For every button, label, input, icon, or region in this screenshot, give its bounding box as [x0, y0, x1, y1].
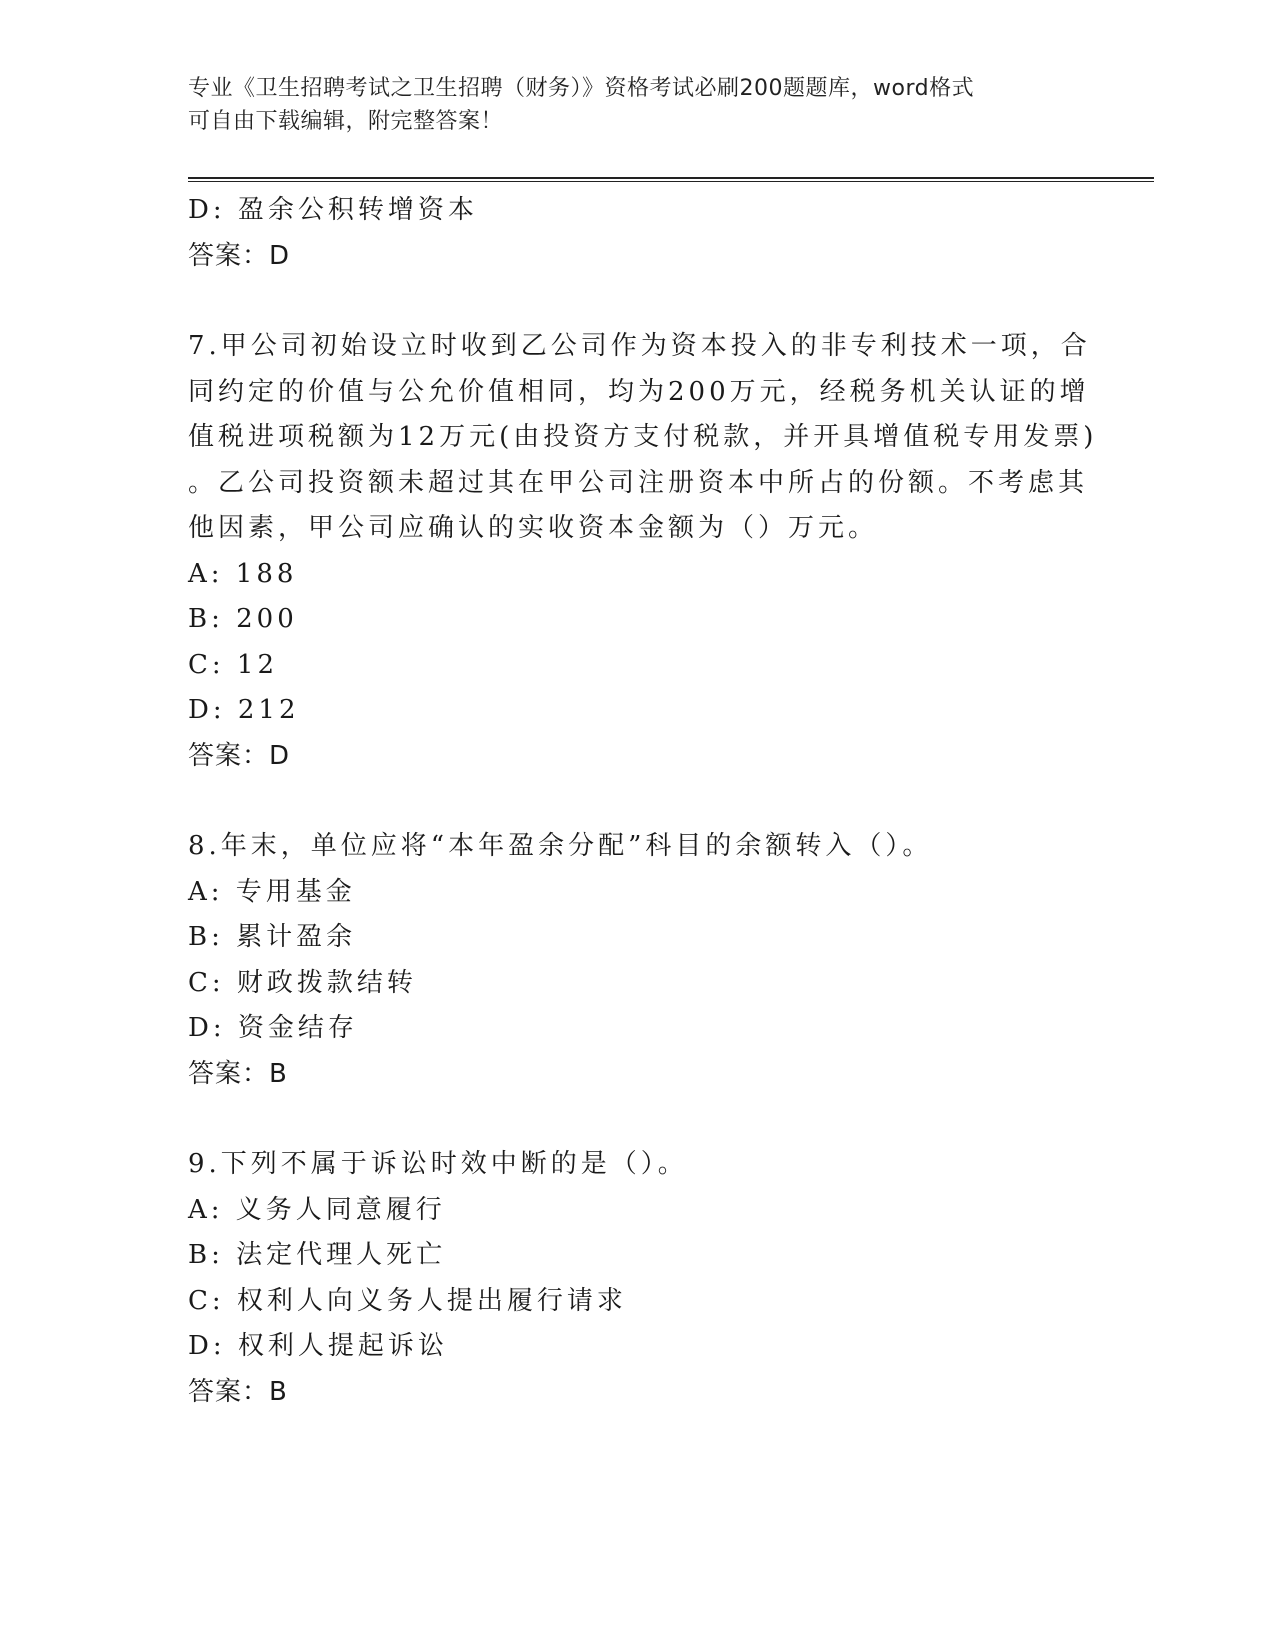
- option-c: C: 12: [188, 649, 279, 680]
- option-d: D: 资金结存: [188, 1013, 358, 1043]
- option-b: B: 累计盈余: [188, 922, 357, 952]
- header-line-2: 可自由下载编辑，附完整答案！: [188, 109, 504, 134]
- continued-option-d: D: 盈余公积转增资本: [188, 195, 478, 225]
- option-b: B: 法定代理人死亡: [188, 1240, 447, 1270]
- header-rule: [188, 177, 1154, 182]
- answer: 答案：D: [188, 740, 291, 771]
- question-text-line: 9.下列不属于诉讼时效中断的是（）。: [188, 1149, 688, 1179]
- header-line-1: 专业《卫生招聘考试之卫生招聘（财务）》资格考试必刷200题题库，word格式: [188, 76, 975, 101]
- option-a: A: 188: [188, 558, 298, 589]
- question-9: [188, 1142, 1068, 1415]
- question-text-line: 同约定的价值与公允价值相同，均为200万元，经税务机关认证的增: [188, 376, 1090, 407]
- question-text-line: 值税进项税额为12万元(由投资方支付税款，并开具增值税专用发票): [188, 422, 1098, 452]
- answer: 答案：B: [188, 1058, 288, 1089]
- option-d: D: 权利人提起诉讼: [188, 1331, 448, 1361]
- option-a: A: 义务人同意履行: [188, 1194, 446, 1225]
- option-a: A: 专用基金: [188, 876, 356, 907]
- question-text-line: 7.甲公司初始设立时收到乙公司作为资本投入的非专利技术一项，合: [188, 331, 1091, 361]
- option-c: C: 权利人向义务人提出履行请求: [188, 1285, 627, 1316]
- option-c: C: 财政拨款结转: [188, 967, 417, 998]
- continued-answer: 答案：D: [188, 240, 291, 271]
- question-content: [188, 188, 1098, 1415]
- page-header: [188, 72, 1068, 138]
- option-b: B: 200: [188, 604, 298, 634]
- question-text-line: 。乙公司投资额未超过其在甲公司注册资本中所占的份额。不考虑其: [188, 467, 1089, 498]
- question-7: [188, 324, 1098, 779]
- question-text-line: 他因素，甲公司应确认的实收资本金额为（）万元。: [188, 513, 879, 543]
- answer: 答案：B: [188, 1376, 288, 1407]
- option-d: D: 212: [188, 695, 300, 725]
- question-8: [188, 824, 1068, 1097]
- question-text-line: 8.年末，单位应将“本年盈余分配”科目的余额转入（）。: [188, 831, 933, 861]
